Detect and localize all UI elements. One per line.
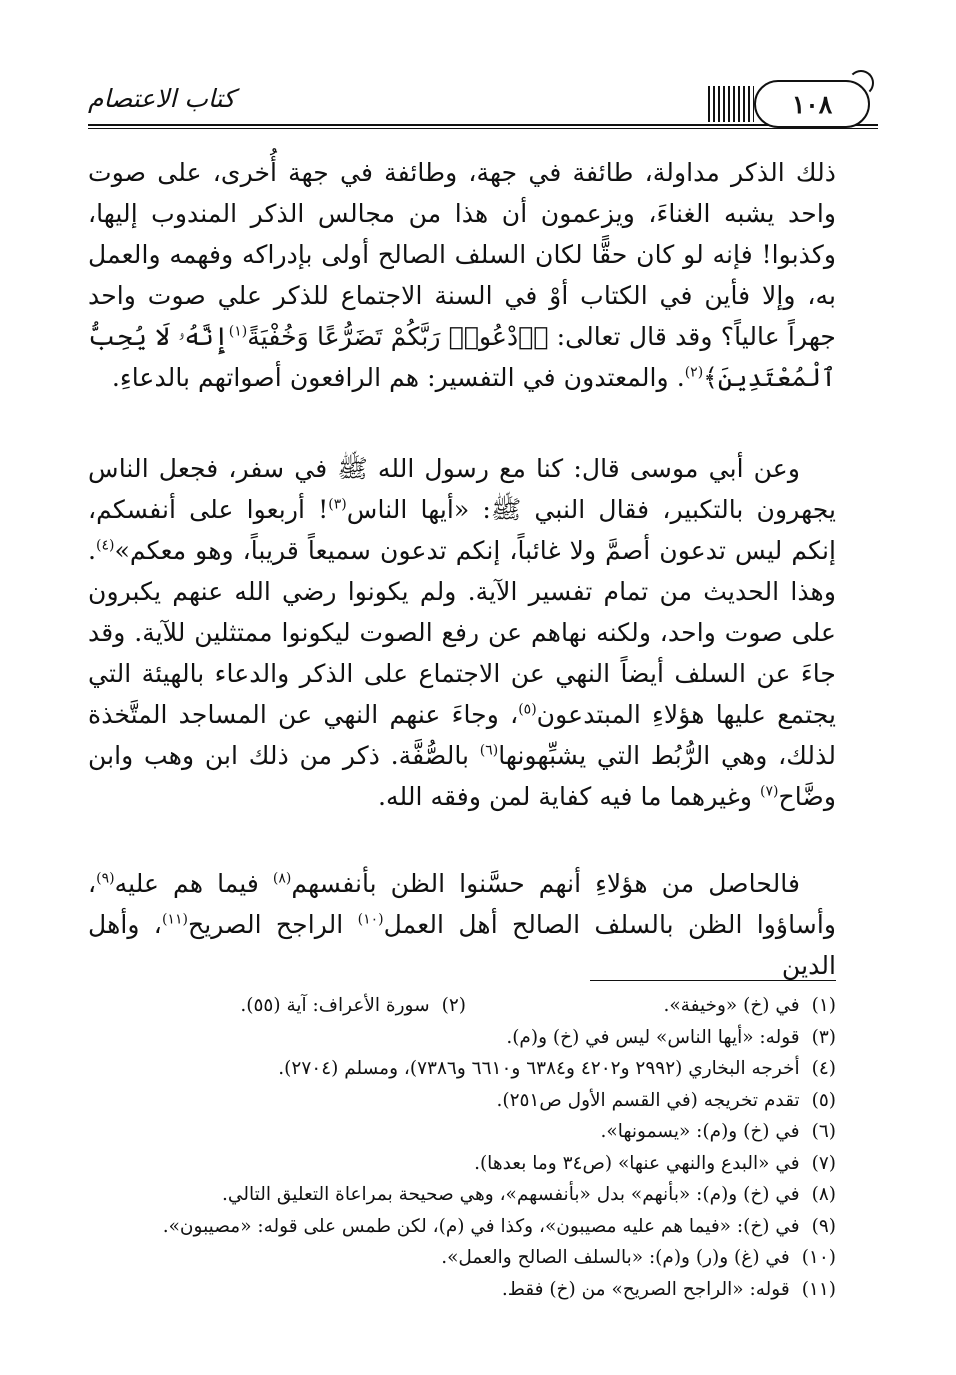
text-run: فالحاصل من هؤلاءِ أنهم حسَّنوا الظن بأنفسهم (291, 869, 800, 898)
footnote-number: (٧) (811, 1152, 836, 1174)
footnote-text: قوله: «أيها الناس» ليس في (خ) و(م). (506, 1026, 800, 1048)
footnote-item (100, 1116, 836, 1148)
footnote-ref: (٤) (96, 537, 115, 554)
footnote-number: (٤) (811, 1058, 836, 1079)
footnote-number: (١) (811, 995, 836, 1016)
text-run: . والمعتدون في التفسير: هم الرافعون أصواتهم بالدعاءِ. (111, 363, 685, 392)
text-run: الراجح الصريح (187, 910, 358, 939)
footnote-number: (٢) (441, 995, 466, 1016)
footnote-text: في (خ) و(م): «بأنهم» بدل «بأنفسهم»، وهي صحيحة بمراعاة التعليق التالي. (222, 1184, 800, 1205)
header-rule-thin (88, 128, 878, 129)
footnote-item (100, 1022, 836, 1054)
paragraph-text (88, 152, 836, 398)
footnote-text: في (خ) «وخيفة». (663, 995, 800, 1016)
text-run: إِنَّهُۥ لَا يُحِبُّ ٱلْمُعْتَدِينَ﴾ (88, 322, 836, 392)
footnote-text: في (خ): «فيما هم عليه مصيبون»، وكذا في (م)، لكن طمس على قوله: «مصيبون». (162, 1215, 800, 1237)
footnote-item (100, 1179, 836, 1211)
footnote-ref: (٥) (518, 701, 537, 718)
text-run: ! أربعوا على أنفسكم، إنكم ليس تدعون أصمَّ ولا غائباً، إنكم تدعون سميعاً قريباً، وهو معكم» (88, 495, 836, 565)
footnote-text: تقدم تخريجه (في القسم الأول ص٢٥١). (496, 1089, 800, 1111)
footnote-item (100, 1242, 836, 1274)
footnote-text: في «البدع والنهي عنها» (ص٣٤ وما بعدها). (474, 1152, 800, 1174)
footnote-ref: (٩) (96, 870, 115, 887)
book-title: كتاب الاعتصام (88, 84, 235, 113)
text-run: ، وأهل الدين (88, 910, 836, 980)
text-run: وعن أبي موسى قال: كنا مع رسول الله ﷺ في سفر، فجعل الناس يجهرون بالتكبير، فقال النبي ﷺ: «أيها الناس (88, 454, 836, 524)
footnote-item (100, 1211, 836, 1243)
footnote-number: (٩) (811, 1215, 836, 1237)
paragraph-text (88, 863, 836, 986)
footnote-text: في (غ) و(ر) و(م): «بالسلف الصالح والعمل». (441, 1247, 790, 1268)
footnote-ref: (٣) (328, 496, 347, 513)
footnote-ref: (١) (228, 323, 248, 340)
footnote-number: (١١) (801, 1278, 836, 1300)
text-run: ، وأساؤوا الظن بالسلف الصالح أهل العمل (88, 869, 837, 939)
footnote-separator (590, 980, 836, 981)
footnote-number: (١٠) (801, 1247, 836, 1268)
footnote-ref: (٨) (272, 870, 292, 887)
footnote-item (100, 1053, 836, 1085)
footnote-text: قوله: «الراجح الصريح» من (خ) فقط. (501, 1278, 790, 1300)
footnote-number: (٦) (811, 1121, 836, 1142)
footnote-text: أخرجه البخاري (٢٩٩٢ و٤٢٠٢ و٦٣٨٤ و٦٦١٠ و٧٣٨٦)، ومسلم (٢٧٠٤). (278, 1058, 800, 1079)
footnote-item (100, 1148, 836, 1180)
footnote-item (240, 990, 466, 1022)
paragraph-text (88, 448, 836, 817)
page-number: ١٠٨ (791, 89, 833, 119)
paragraph-1 (88, 152, 836, 398)
footnote-text: في (خ) و(م): «يسمونها». (600, 1121, 800, 1142)
paragraph-2 (88, 448, 836, 817)
footnote-item (100, 1085, 836, 1117)
footnote-ref: (٦) (479, 742, 499, 759)
footnote-ref: (٢) (684, 364, 704, 381)
footnote-ref: (١١) (161, 911, 188, 928)
footnote-number: (٥) (811, 1089, 836, 1111)
text-run: فيما هم عليه (114, 869, 273, 898)
footnote-number: (٨) (811, 1184, 836, 1205)
text-run: وغيرهما ما فيه كفاية لمن وفقه الله. (378, 782, 761, 811)
running-header (88, 70, 878, 132)
footnote-item (466, 990, 836, 1022)
text-run: ، وجاءَ عنهم النهي عن المساجد المتَّخذة لذلك، وهي الرُّبُط التي يشبِّهونها (88, 700, 836, 770)
text-run: ذلك الذكر مداولة، طائفة في جهة، وطائفة في جهة أُخرى، على صوت واحد يشبه الغناءَ، ويزعمون أن هذا من مجالس الذكر المندوب إليها، وكذبوا! فإنه لو كان حقًّا لكان السلف الصالح أولى بإدراكه وفهمه والعمل به، وإلا فأين في الكتاب أوْ في السنة الاجتماع للذكر علي صوت واحد جهراً عالياً؟ وقد قال تعالى: ﴿ٱدْعُوا۟ رَبَّكُمْ تَضَرُّعًا وَخُفْيَةً (88, 158, 836, 351)
header-ornament-bars (708, 86, 754, 122)
text-run: . وهذا الحديث من تمام تفسير الآية. ولم يكونوا رضي الله عنهم يكبرون على صوت واحد، ولكنه نهاهم عن رفع الصوت ليكونوا ممتثلين للآية. وقد جاءَ عن السلف أيضاً النهي عن الاجتماع على الذكر والدعاء بالهيئة التي يجتمع عليها هؤلاءِ المبتدعون (88, 536, 836, 729)
footnote-ref: (٧) (760, 783, 779, 800)
footnote-number: (٣) (811, 1026, 836, 1048)
paragraph-3 (88, 863, 836, 986)
header-rule (88, 124, 878, 126)
footnote-row (100, 990, 836, 1022)
footnote-item (100, 1274, 836, 1306)
footnotes (100, 990, 836, 1305)
footnote-text: سورة الأعراف: آية (٥٥). (240, 995, 430, 1016)
text-run: بالصُّفَّة. ذكر من ذلك ابن وهب وابن وضَّاح (88, 741, 836, 811)
page-number-badge (754, 80, 870, 128)
footnote-ref: (١٠) (357, 911, 384, 928)
